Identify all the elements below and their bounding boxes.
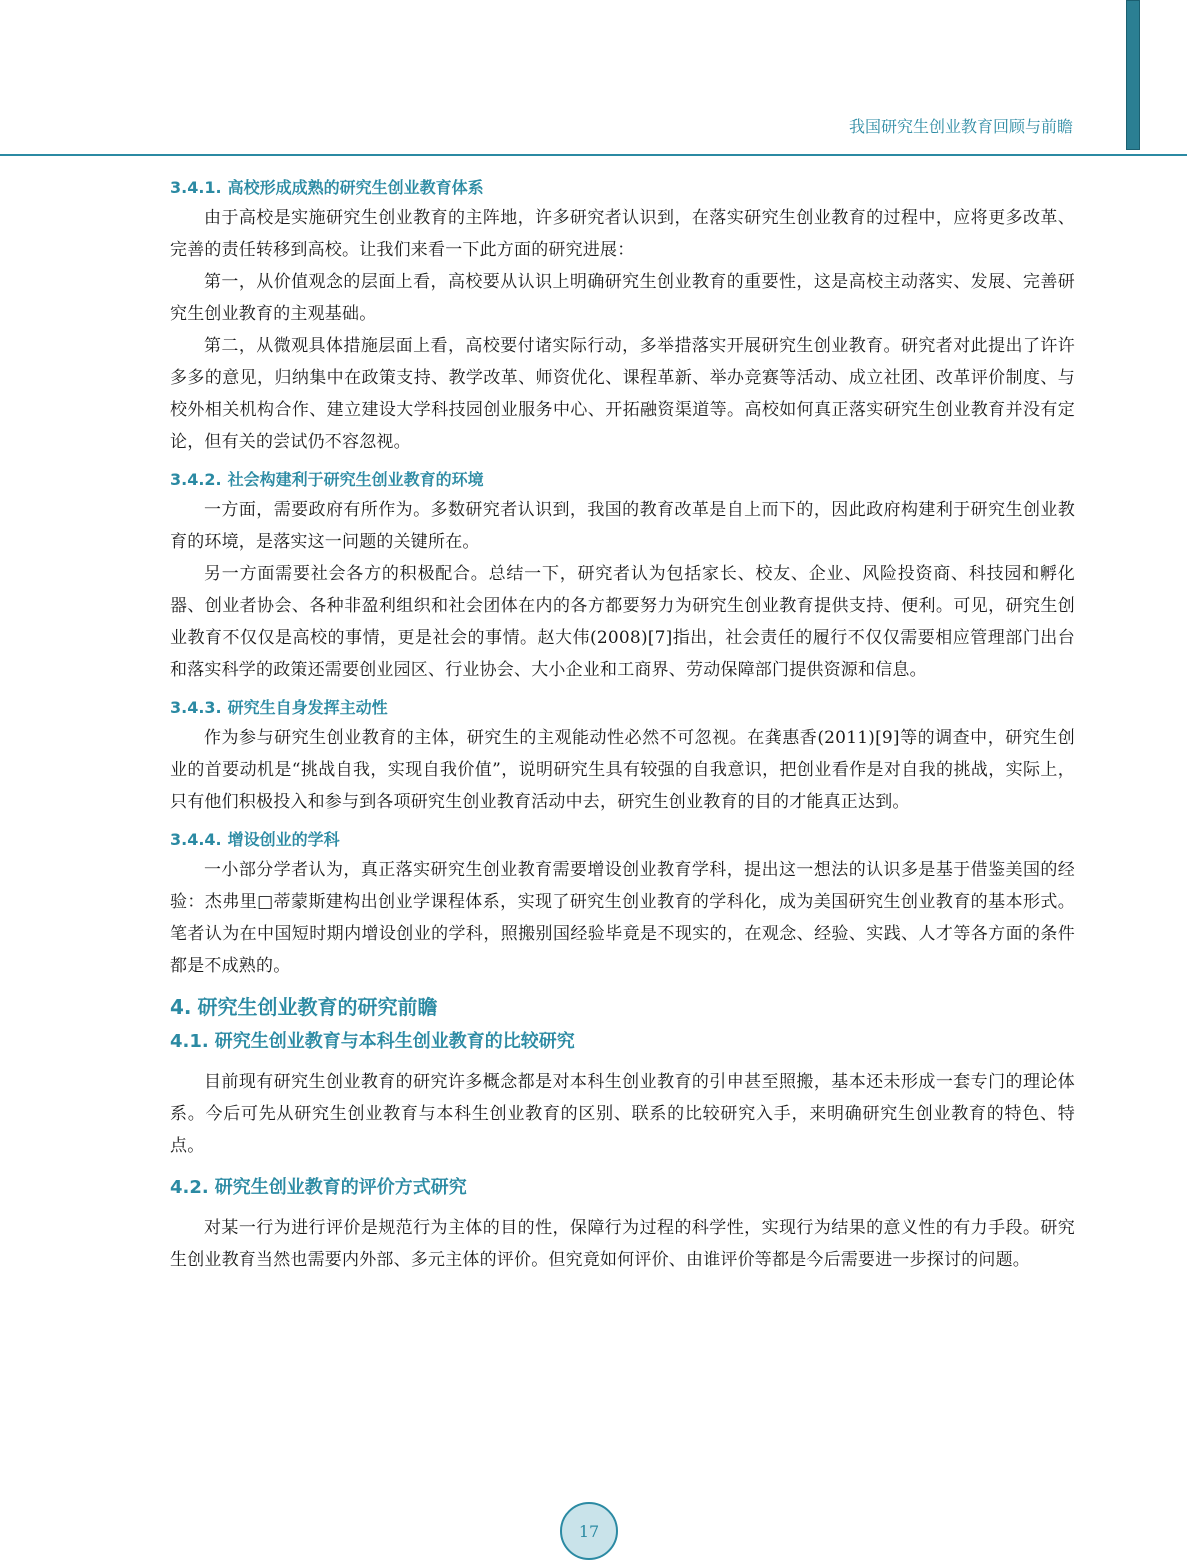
section-number: 4.: [170, 995, 192, 1019]
section-number: 3.4.4.: [170, 830, 222, 849]
section-heading-4-2: [170, 1176, 1075, 1200]
section-title: 高校形成成熟的研究生创业教育体系: [227, 178, 484, 197]
header-accent-bar: [1126, 0, 1140, 150]
article-body: [170, 172, 1075, 1276]
section-title: 研究生创业教育的评价方式研究: [214, 1177, 467, 1198]
section-heading-3-4-2: [170, 470, 1075, 490]
section-title: 社会构建利于研究生创业教育的环境: [227, 470, 484, 489]
paragraph: 另一方面需要社会各方的积极配合。总结一下，研究者认为包括家长、校友、企业、风险投资商、科技园和孵化器、创业者协会、各种非盈利组织和社会团体在内的各方都要努力为研究生创业教育提供支持、便利。可见，研究生创业教育不仅仅是高校的事情，更是社会的事情。赵大伟(2008)[7]指出，社会责任的履行不仅仅需要相应管理部门出台和落实科学的政策还需要创业园区、行业协会、大小企业和工商界、劳动保障部门提供资源和信息。: [170, 564, 1075, 680]
paragraph: 作为参与研究生创业教育的主体，研究生的主观能动性必然不可忽视。在龚惠香(2011)[9]等的调查中，研究生创业的首要动机是“挑战自我，实现自我价值”，说明研究生具有较强的自我意识，把创业看作是对自我的挑战，实际上，只有他们积极投入和参与到各项研究生创业教育活动中去，研究生创业教育的目的才能真正达到。: [170, 728, 1075, 812]
page-number-badge: 17: [560, 1502, 618, 1560]
section-number: 3.4.1.: [170, 178, 222, 197]
paragraph: 第二，从微观具体措施层面上看，高校要付诸实际行动，多举措落实开展研究生创业教育。研究者对此提出了许许多多的意见，归纳集中在政策支持、教学改革、师资优化、课程革新、举办竞赛等活动、成立社团、改革评价制度、与校外相关机构合作、建立建设大学科技园创业服务中心、开拓融资渠道等。高校如何真正落实研究生创业教育并没有定论，但有关的尝试仍不容忽视。: [170, 336, 1075, 452]
paragraph: 一方面，需要政府有所作为。多数研究者认识到，我国的教育改革是自上而下的，因此政府构建利于研究生创业教育的环境，是落实这一问题的关键所在。: [170, 500, 1075, 552]
section-title: 研究生创业教育的研究前瞻: [197, 995, 438, 1019]
section-title: 研究生自身发挥主动性: [227, 698, 388, 717]
section-number: 3.4.3.: [170, 698, 222, 717]
section-heading-4-1: [170, 1030, 1075, 1054]
paragraph: 第一，从价值观念的层面上看，高校要从认识上明确研究生创业教育的重要性，这是高校主动落实、发展、完善研究生创业教育的主观基础。: [170, 272, 1075, 324]
header-rule: [0, 154, 1187, 156]
section-number: 4.1.: [170, 1031, 209, 1052]
section-title: 增设创业的学科: [227, 830, 340, 849]
section-heading-4: [170, 994, 1075, 1020]
section-number: 4.2.: [170, 1177, 209, 1198]
section-heading-3-4-3: [170, 698, 1075, 718]
running-title: 我国研究生创业教育回顾与前瞻: [848, 117, 1073, 136]
paragraph: 由于高校是实施研究生创业教育的主阵地，许多研究者认识到，在落实研究生创业教育的过程中，应将更多改革、完善的责任转移到高校。让我们来看一下此方面的研究进展：: [170, 208, 1075, 260]
section-heading-3-4-1: [170, 178, 1075, 198]
paragraph: 一小部分学者认为，真正落实研究生创业教育需要增设创业教育学科，提出这一想法的认识多是基于借鉴美国的经验：杰弗里□蒂蒙斯建构出创业学课程体系，实现了研究生创业教育的学科化，成为美国研究生创业教育的基本形式。笔者认为在中国短时期内增设创业的学科，照搬别国经验毕竟是不现实的，在观念、经验、实践、人才等各方面的条件都是不成熟的。: [170, 860, 1075, 976]
paragraph: 对某一行为进行评价是规范行为主体的目的性，保障行为过程的科学性，实现行为结果的意义性的有力手段。研究生创业教育当然也需要内外部、多元主体的评价。但究竟如何评价、由谁评价等都是今后需要进一步探讨的问题。: [170, 1218, 1075, 1270]
section-heading-3-4-4: [170, 830, 1075, 850]
paragraph: 目前现有研究生创业教育的研究许多概念都是对本科生创业教育的引申甚至照搬，基本还未形成一套专门的理论体系。今后可先从研究生创业教育与本科生创业教育的区别、联系的比较研究入手，来明确研究生创业教育的特色、特点。: [170, 1072, 1075, 1156]
section-number: 3.4.2.: [170, 470, 222, 489]
section-title: 研究生创业教育与本科生创业教育的比较研究: [214, 1031, 575, 1052]
